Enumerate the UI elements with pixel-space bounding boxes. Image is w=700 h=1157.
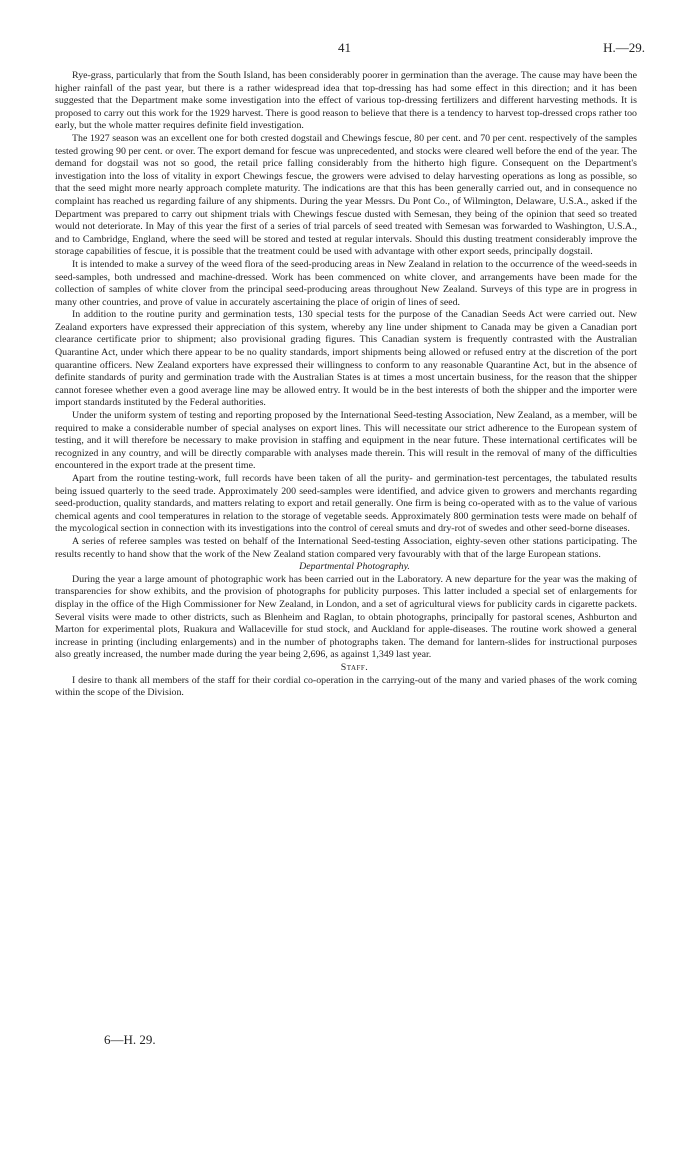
- paragraph-canadian-seeds-act: In addition to the routine purity and germination tests, 130 special tests for the purpose of the Canadian Seeds Act were carried out. New Zealand exporters have expressed their appreciation of this system, whereby any line under shipment to Canada may be given a Canadian port clearance certificate prior to shipment; also provisional grading figures. This Canadian system is frequently contrasted with the Australian Quarantine Act, under which there appear to be no quality standards, import shipments being allowed or refused entry at the discretion of the port quarantine officers. New Zealand exporters have expressed their willingness to conform to any reasonable Quarantine Act, but in the absence of definite standards of purity and germination trade with the Australian States is at times a most uncertain business, for the reason that the shipper cannot foresee whether even a good average line may be allowed entry. It would be in the best interests of both the shipper and the importer were import standards instituted by the Federal authorities.: [55, 309, 637, 409]
- paragraph-routine-testing: Apart from the routine testing-work, full records have been taken of all the purity- and germination-test percentages, the tabulated results being issued quarterly to the seed trade. Approximately 200 seed-samples were identified, and advice given to growers and merchants regarding seed-production, quality standards, and matters relating to export and retail generally. One firm is being co-operated with as to the value of various chemical agents and cool temperatures in relation to the storage of vegetable seeds. Approximately 800 germination tests were made on behalf of the mycological section in connection with its investigations into the control of cereal smuts and dry-rot of swedes and other seed-borne diseases.: [55, 473, 637, 535]
- paragraph-1927-season: The 1927 season was an excellent one for both crested dogstail and Chewings fescue, 80 per cent. and 70 per cent. respectively of the samples tested growing 90 per cent. or over. The export demand for fescue was unprecedented, and stocks were cleared well before the end of the year. The demand for dogstail was not so good, the retail price falling considerably from the hitherto high figure. Consequent on the Department's investigation into the loss of vitality in export Chewings fescue, the growers were advised to delay harvesting operations as long as possible, so that the seed might more nearly approach complete maturity. The indications are that this has been generally carried out, and in consequence no complaint has reached us regarding failure of any shipments. During the year Messrs. Du Pont Co., of Wilmington, Delaware, U.S.A., asked if the Department was prepared to carry out shipment trials with Chewings fescue dusted with Semesan, they being of the opinion that seed so treated would not deteriorate. In May of this year the first of a series of trial parcels of seed treated with Semesan was forwarded to Washington, U.S.A., and to Cambridge, England, where the seed will be stored and tested at regular intervals. Should this dusting treatment considerably improve the storage capabilities of fescue, it is possible that the treatment could be used with advantage with other export seeds, principally dogstail.: [55, 132, 637, 258]
- page-header: [0, 40, 700, 60]
- section-heading-photography: Departmental Photography.: [299, 561, 410, 573]
- paragraph-staff: I desire to thank all members of the staff for their cordial co-operation in the carrying-out of the many and varied phases of the work coming within the scope of the Division.: [55, 674, 637, 699]
- section-heading-staff: Staff.: [340, 661, 369, 673]
- document-reference: H.—29.: [603, 40, 645, 55]
- document-body: [55, 70, 637, 700]
- paragraph-international-testing: Under the uniform system of testing and reporting proposed by the International Seed-testing Association, New Zealand, as a member, will be required to make a considerable number of special analyses on export lines. This will necessitate our strict adherence to the European system of testing, and it will therefore be necessary to make provision in staffing and equipment in the near future. These international certificates will be recognized in any country, and will be directly comparable with analyses made therein. This will result in the removal of many of the difficulties encountered in the export trade at the present time.: [55, 410, 637, 472]
- paragraph-weed-survey: It is intended to make a survey of the weed flora of the seed-producing areas in New Zealand in relation to the occurrence of the weed-seeds in seed-samples, both undressed and machine-dressed. Work has been commenced on white clover, and arrangements have been made for the collection of samples of white clover from the principal seed-producing areas throughout New Zealand. Surveys of this type are in progress in many other countries, and prove of value in accurately ascertaining the place of origin of lines of seed.: [55, 258, 637, 308]
- paragraph-referee-samples: A series of referee samples was tested on behalf of the International Seed-testing Association, eighty-seven other stations participating. The results recently to hand show that the work of the New Zealand station compared very favourably with that of the large European stations.: [55, 535, 637, 560]
- footer-reference: 6—H. 29.: [104, 1032, 156, 1047]
- paragraph-photography: During the year a large amount of photographic work has been carried out in the Laboratory. A new departure for the year was the making of transparencies for show exhibits, and the provision of photographs for publicity purposes. This latter included a special set of enlargements for display in the office of the High Commissioner for New Zealand, in London, and a set of agricultural views for publicity cards in cigarette packets. Several visits were made to other districts, such as Blenheim and Raglan, to obtain photographs, principally for pastoral scenes, Ashburton and Marton for experimental plots, Ruakura and Wallaceville for stud stock, and Auckland for apple-diseases. The routine work showed a general increase in printing (including enlargements) and in the number of photographs taken. The demand for lantern-slides for instructional purposes also greatly increased, the number made during the year being 2,696, as against 1,349 last year.: [55, 573, 637, 661]
- page-number: 41: [338, 40, 351, 55]
- paragraph-rye-grass: Rye-grass, particularly that from the South Island, has been considerably poorer in germination than the average. The cause may have been the higher rainfall of the past year, but there is a rather widespread idea that top-dressing has had some effect in this direction; and it has been suggested that the Department make some investigation into the effect of various top-dressing fertilizers and different harvesting methods. It is proposed to carry out this work for the 1929 harvest. There is good reason to believe that there is a tendency to harvest top-dressed crops rather too early, but the whole matter requires definite field investigation.: [55, 70, 637, 132]
